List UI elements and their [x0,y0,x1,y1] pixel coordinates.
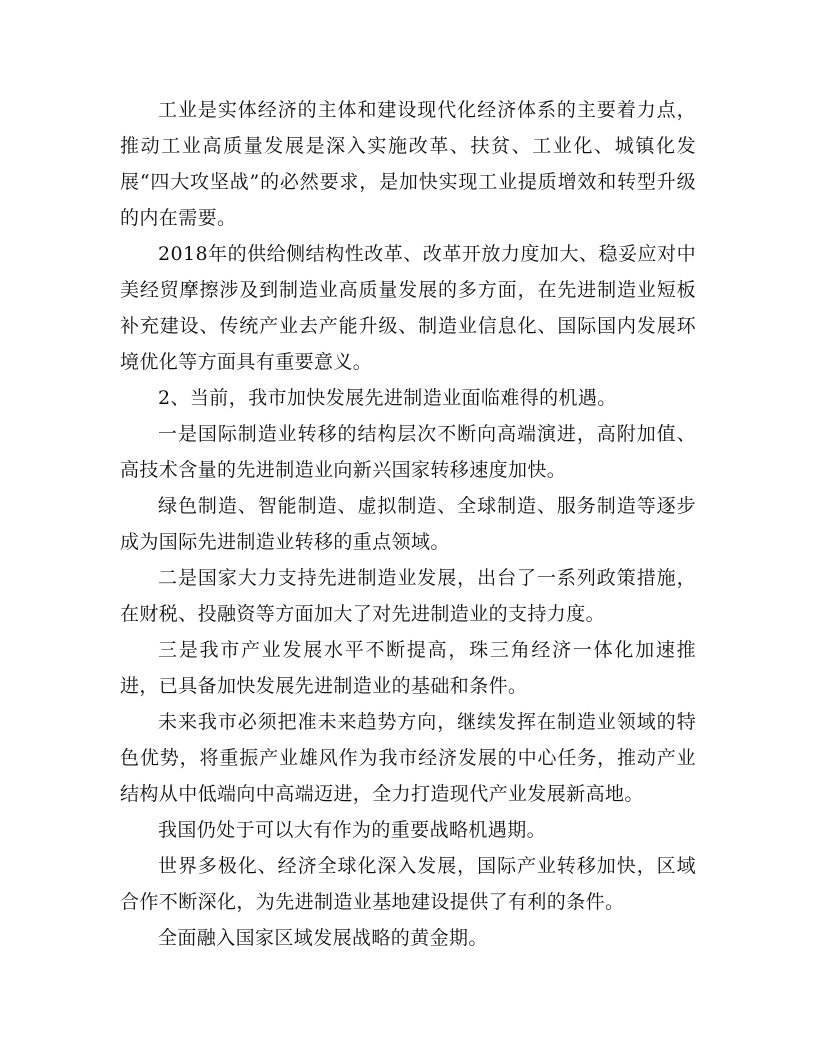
paragraph-first-point: 一是国际制造业转移的结构层次不断向高端演进，高附加值、高技术含量的先进制造业向新兴国家转移速度加快。 [120,423,696,481]
paragraph-golden-period: 全面融入国家区域发展战略的黄金期。 [158,927,488,949]
paragraph-future-direction: 未来我市必须把准未来趋势方向，继续发挥在制造业领域的特色优势，将重振产业雄风作为我市经济发展的中心任务，推动产业结构从中低端向中高端迈进，全力打造现代产业发展新高地。 [120,711,696,805]
paragraph-section-2-heading: 2、当前，我市加快发展先进制造业面临难得的机遇。 [158,387,617,409]
paragraph-second-point: 二是国家大力支持先进制造业发展，出台了一系列政策措施，在财税、投融资等方面加大了对先进制造业的支持力度。 [120,567,696,625]
paragraph-globalization: 世界多极化、经济全球化深入发展，国际产业转移加快，区域合作不断深化，为先进制造业基地建设提供了有利的条件。 [120,855,696,913]
paragraph-green-manufacturing: 绿色制造、智能制造、虚拟制造、全球制造、服务制造等逐步成为国际先进制造业转移的重点领域。 [120,495,696,553]
paragraph-intro-industry: 工业是实体经济的主体和建设现代化经济体系的主要着力点，推动工业高质量发展是深入实施改革、扶贫、工业化、城镇化发展“四大攻坚战”的必然要求，是加快实现工业提质增效和转型升级的内在需要。 [120,99,696,229]
paragraph-2018-reform: 2018年的供给侧结构性改革、改革开放力度加大、稳妥应对中美经贸摩擦涉及到制造业高质量发展的多方面，在先进制造业短板补充建设、传统产业去产能升级、制造业信息化、国际国内发展环境优化等方面具有重要意义。 [120,243,696,373]
paragraph-strategic-opportunity: 我国仍处于可以大有作为的重要战略机遇期。 [158,819,547,841]
document-body [120,92,696,956]
paragraph-third-point: 三是我市产业发展水平不断提高，珠三角经济一体化加速推进，已具备加快发展先进制造业的基础和条件。 [120,639,696,697]
